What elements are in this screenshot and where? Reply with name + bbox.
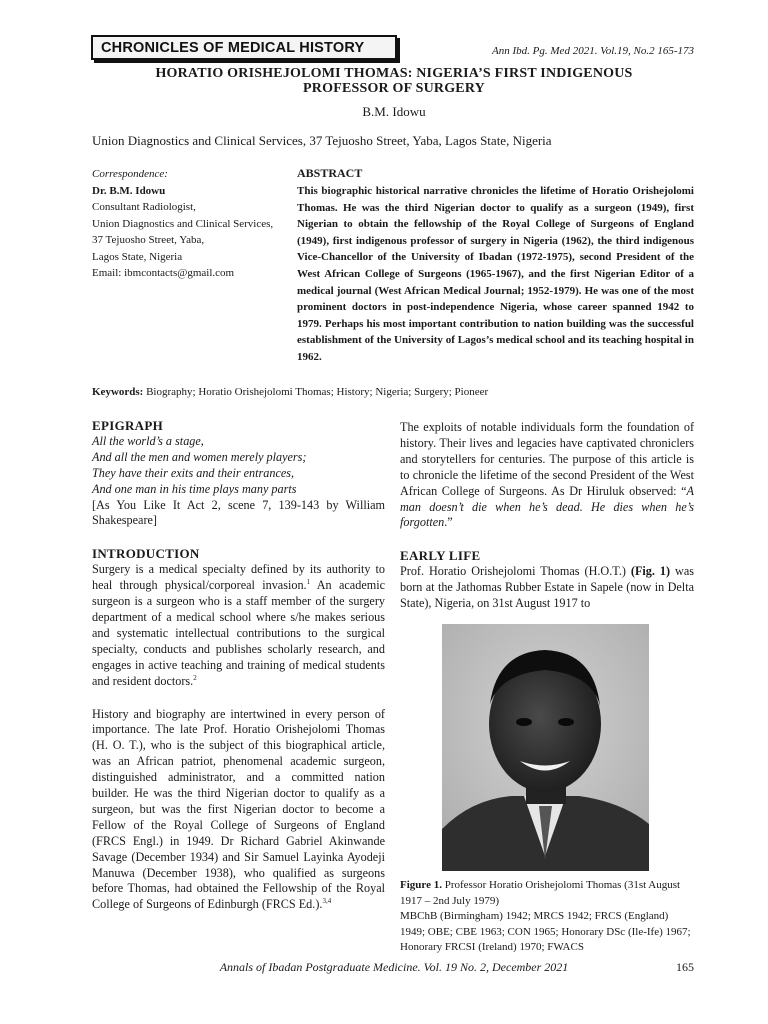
page-number: 165 (676, 960, 694, 974)
article-title (92, 66, 696, 96)
epigraph-heading: EPIGRAPH (92, 418, 164, 433)
exploits-paragraph: The exploits of notable individuals form the foundation of history. Their lives and legacies have captivated chroniclers and storytellers for centuries. The purpose of this article is to chronicle the lifetime of the second President of the West African College of Surgeons. As Dr Hiruluk observed: “A man doesn’t die when he’s dead. He dies when he’s forgotten.” (400, 420, 694, 530)
correspondence-name: Dr. B.M. Idowu (92, 184, 166, 197)
abstract-heading: ABSTRACT (297, 166, 363, 180)
abstract (297, 166, 694, 366)
keywords-text: Biography; Horatio Orishejolomi Thomas; History; Nigeria; Surgery; Pioneer (143, 386, 489, 398)
citation-ref[interactable]: 2 (193, 673, 197, 682)
keywords-label: Keywords: (92, 386, 144, 398)
correspondence-email: Email: ibmcontacts@gmail.com (92, 267, 235, 279)
epigraph-line: And all the men and women merely players; (92, 449, 307, 464)
portrait-photo (442, 624, 649, 871)
citation-ref[interactable]: 3,4 (322, 897, 332, 906)
hiruluk-quote: A man doesn’t die when he’s dead. He dies when he’s forgotten (400, 483, 694, 530)
citation-ref[interactable]: 1 (306, 578, 311, 587)
correspondence-block (92, 166, 287, 282)
section-banner (91, 35, 397, 60)
figure-caption (400, 878, 694, 956)
epigraph-line: They have their exits and their entrances, (92, 465, 295, 480)
figure-caption-text: Professor Horatio Orishejolomi Thomas (31st August 1917 – 2nd July 1979) (400, 879, 681, 907)
keywords (92, 386, 488, 398)
epigraph-line: All the world’s a stage, (92, 433, 204, 448)
correspondence-line: 37 Tejuosho Street, Yaba, (92, 234, 205, 246)
title-line-1: HORATIO ORISHEJOLOMI THOMAS: NIGERIA’S FIRST INDIGENOUS (155, 66, 633, 81)
figure-reference-link[interactable]: (Fig. 1) (630, 564, 671, 579)
introduction-paragraph-1: Surgery is a medical specialty defined by its authority to heal through physical/corporeal invasion.$^1$ An academic surgeon is a surgeon who is a staff member of the surgery department of a medical school where s/he makes serious and systematic intellectual contributions to the surgical specialty, conducts and publishes scholarly research, and engages in active teaching and training of medical students and resident doctors.$^2$ (92, 562, 385, 688)
journal-reference: Ann Ibd. Pg. Med 2021. Vol.19, No.2 165-173 (492, 45, 694, 57)
journal-footer: Annals of Ibadan Postgraduate Medicine. Vol. 19 No. 2, December 2021 (219, 960, 569, 974)
title-line-2: PROFESSOR OF SURGERY (303, 81, 485, 96)
introduction-heading: INTRODUCTION (92, 546, 200, 562)
author-name: B.M. Idowu (362, 104, 426, 119)
affiliation: Union Diagnostics and Clinical Services, 37 Tejuosho Street, Yaba, Lagos State, Nigeria (92, 133, 552, 148)
early-life-heading: EARLY LIFE (400, 548, 481, 564)
introduction-paragraph-2: History and biography are intertwined in every person of importance. The late Prof. Horatio Orishejolomi Thomas (H. O. T.), who is the subject of this biographical article, was an African patriot, phenomenal academic surgeon, distinguished administrator, and a committed nation builder. He was the third Nigerian doctor to qualify as a surgeon, but was the first Nigerian doctor to become a Fellow of the Royal College of Surgeons of England (FRCS Engl.) in 1949. Dr Richard Gabriel Akinwande Savage (December 1934) and Sir Samuel Layinka Ayodeji Manuwa (December 1938), who qualified as surgeons before Thomas, had obtained the Fellowship of the Royal College of Surgeons of Edinburgh (FRCS Ed.).$^{3,4}$ (92, 706, 385, 912)
correspondence-label: Correspondence: (92, 168, 168, 180)
correspondence-line: Consultant Radiologist, (92, 201, 196, 213)
figure-label: Figure 1. (400, 879, 442, 891)
epigraph-line: And one man in his time plays many parts (92, 481, 297, 496)
right-column (400, 420, 694, 612)
portrait-illustration (442, 624, 649, 871)
left-column (92, 418, 385, 913)
figure-credentials: MBChB (Birmingham) 1942; MRCS 1942; FRCS (England) 1949; OBE; CBE 1963; CON 1965; Honorary DSc (Ile-Ife) 1967; Honorary FRCSI (Ireland) 1970; FWACS (400, 910, 691, 953)
correspondence-line: Lagos State, Nigeria (92, 250, 183, 263)
epigraph-source: [As You Like It Act 2, scene 7, 139-143 by William Shakespeare] (92, 497, 385, 528)
early-life-paragraph: Prof. Horatio Orishejolomi Thomas (H.O.T.) (Fig. 1) was born at the Jathomas Rubber Estate in Sapele (now in Delta State), Nigeria, on 31st August 1917 to (400, 564, 694, 611)
abstract-body: This biographic historical narrative chronicles the lifetime of Horatio Orishejolomi Thomas. He was the third Nigerian doctor to qualify as a surgeon (1949), first Nigerian to obtain the fellowship of the Royal College of Surgeons of England (1949), first indigenous professor of surgery in Nigeria (1962), the third indigenous Vice-Chancellor of the University of Ibadan (1972-1975), second President of the West African College of Surgeons (1965-1967), and the first Nigerian Editor of a medical journal (West African Medical Journal; 1952-1979). He was one of the most prominent doctors in post-independence Nigeria, whose career spanned 1942 to 1979. Perhaps his most important contribution to nation building was the successful establishment of the University of Lagos’s medical school and its teaching hospital in 1962. (297, 185, 694, 363)
correspondence-line: Union Diagnostics and Clinical Services, (92, 217, 274, 230)
section-banner-label: CHRONICLES OF MEDICAL HISTORY (101, 39, 365, 56)
